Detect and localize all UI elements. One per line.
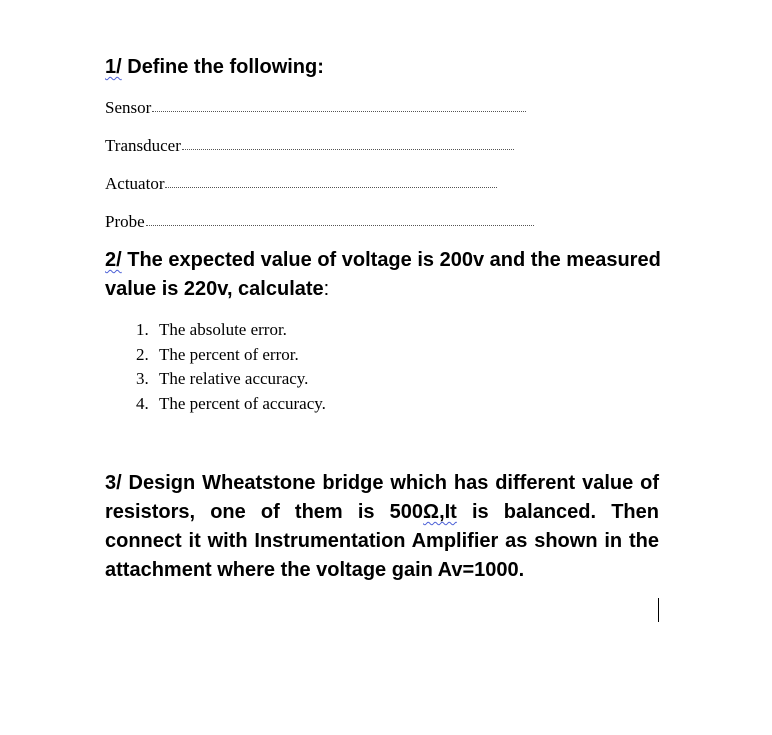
fill-line-actuator [165, 187, 497, 188]
list-item-text: The percent of accuracy. [159, 394, 326, 414]
list-item-number: 3. [136, 369, 149, 389]
q3-paragraph [105, 469, 659, 585]
q3-spellcheck-flag: Ω,It [423, 501, 457, 523]
q2-number: 2/ [105, 249, 122, 271]
fill-line-transducer [182, 149, 514, 150]
field-transducer [105, 136, 514, 158]
field-label-transducer: Transducer [105, 136, 181, 155]
list-item-text: The percent of error. [159, 344, 299, 364]
field-label-actuator: Actuator [105, 174, 165, 193]
list-item-text: The relative accuracy. [159, 369, 309, 389]
fill-line-sensor [152, 111, 526, 112]
q3-text-start: 3/ Design Wheatstone bridge which has different value of resistors, one of them is 500 [105, 472, 659, 523]
q1-heading [105, 53, 324, 82]
field-probe [105, 212, 534, 234]
list-item-number: 4. [136, 394, 149, 414]
list-item [136, 392, 326, 417]
q2-colon: : [323, 278, 330, 300]
q2-list [136, 318, 326, 417]
field-label-sensor: Sensor [105, 98, 152, 117]
list-item-number: 1. [136, 320, 149, 339]
text-cursor [658, 598, 659, 622]
q2-heading [105, 246, 665, 304]
field-sensor [105, 98, 526, 120]
q2-text: The expected value of voltage is 200v and the measured value is 220v, calculate [105, 249, 661, 300]
q1-number: 1/ [105, 56, 122, 78]
field-label-probe: Probe [105, 212, 145, 231]
list-item [136, 367, 326, 392]
list-item-number: 2. [136, 344, 149, 364]
fill-line-probe [146, 225, 534, 226]
q3-text-end: is balanced. Then connect it with Instrumentation Amplifier as shown in the attachment where the voltage gain Av=1000. [105, 501, 659, 581]
list-item [136, 318, 326, 343]
field-actuator [105, 174, 497, 196]
list-item [136, 343, 326, 368]
q1-title: Define the following: [121, 56, 324, 78]
list-item-text: The absolute error. [159, 320, 287, 339]
